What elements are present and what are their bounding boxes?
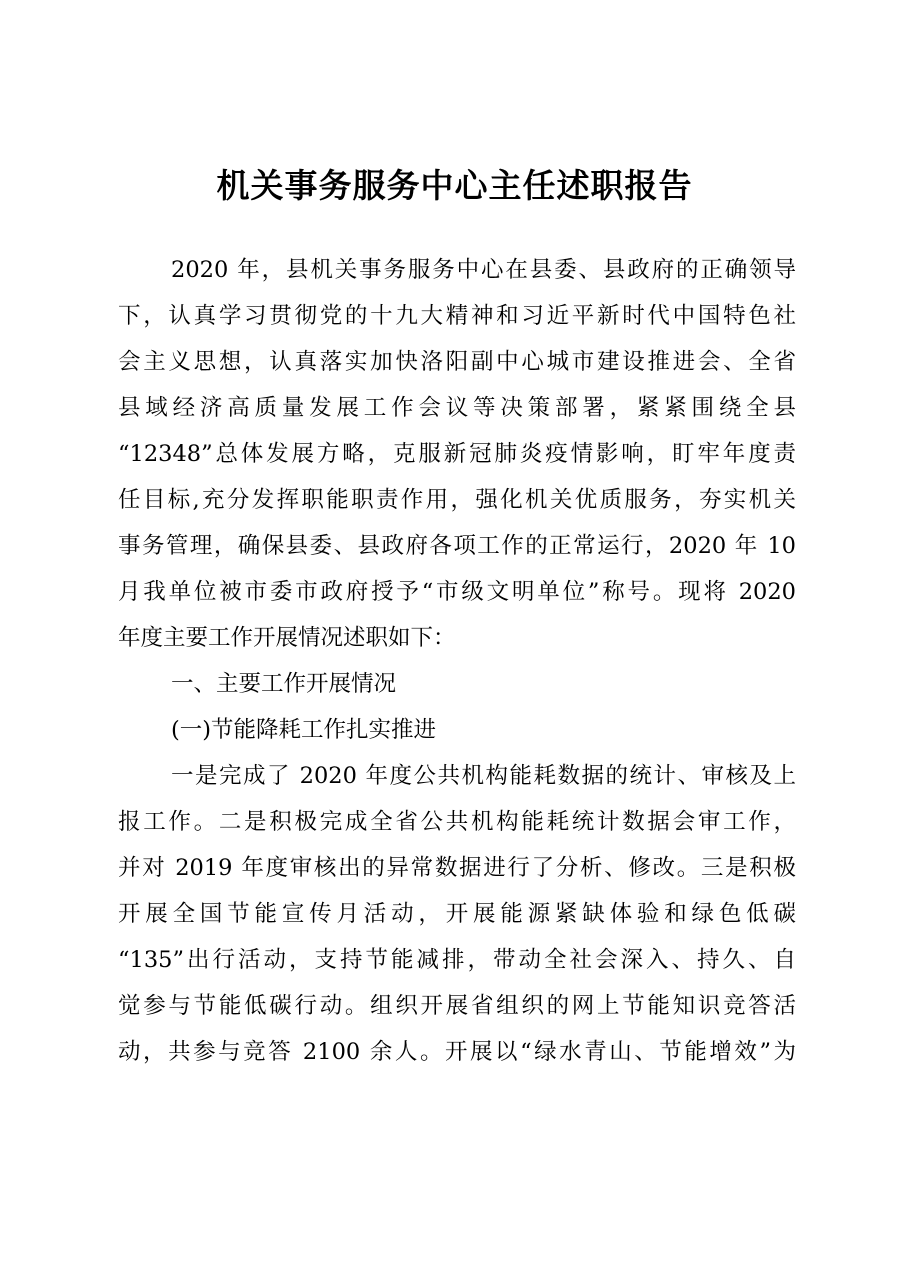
paragraph-line: 觉参与节能低碳行动。组织开展省组织的网上节能知识竞答活 <box>118 993 796 1019</box>
subsection-heading: (一)节能降耗工作扎实推进 <box>171 717 437 743</box>
paragraph-line: 开展全国节能宣传月活动，开展能源紧缺体验和绿色低碳 <box>118 901 796 927</box>
paragraph-line: 任目标,充分发挥职能职责作用，强化机关优质服务，夯实机关 <box>118 487 796 513</box>
paragraph-line: 会主义思想，认真落实加快洛阳副中心城市建设推进会、全省 <box>118 349 796 375</box>
paragraph-line: 事务管理，确保县委、县政府各项工作的正常运行，2020 年 10 <box>118 533 796 559</box>
paragraph-line: 2020 年，县机关事务服务中心在县委、县政府的正确领导 <box>171 257 796 283</box>
paragraph-line: 一是完成了 2020 年度公共机构能耗数据的统计、审核及上 <box>171 763 796 789</box>
paragraph-line: “135”出行活动，支持节能减排，带动全社会深入、持久、自 <box>118 947 796 973</box>
paragraph-line: 报工作。二是积极完成全省公共机构能耗统计数据会审工作， <box>118 809 796 835</box>
paragraph-line: “12348”总体发展方略，克服新冠肺炎疫情影响，盯牢年度责 <box>118 441 796 467</box>
section-heading: 一、主要工作开展情况 <box>171 671 397 697</box>
paragraph-line: 县域经济高质量发展工作会议等决策部署，紧紧围绕全县 <box>118 395 796 421</box>
paragraph-line: 并对 2019 年度审核出的异常数据进行了分析、修改。三是积极 <box>118 855 796 881</box>
paragraph-line: 下，认真学习贯彻党的十九大精神和习近平新时代中国特色社 <box>118 303 796 329</box>
paragraph-line: 月我单位被市委市政府授予“市级文明单位”称号。现将 2020 <box>118 579 796 605</box>
document-title: 机关事务服务中心主任述职报告 <box>216 166 693 205</box>
paragraph-line: 年度主要工作开展情况述职如下： <box>118 625 456 651</box>
paragraph-line: 动，共参与竞答 2100 余人。开展以“绿水青山、节能增效”为 <box>118 1039 796 1065</box>
